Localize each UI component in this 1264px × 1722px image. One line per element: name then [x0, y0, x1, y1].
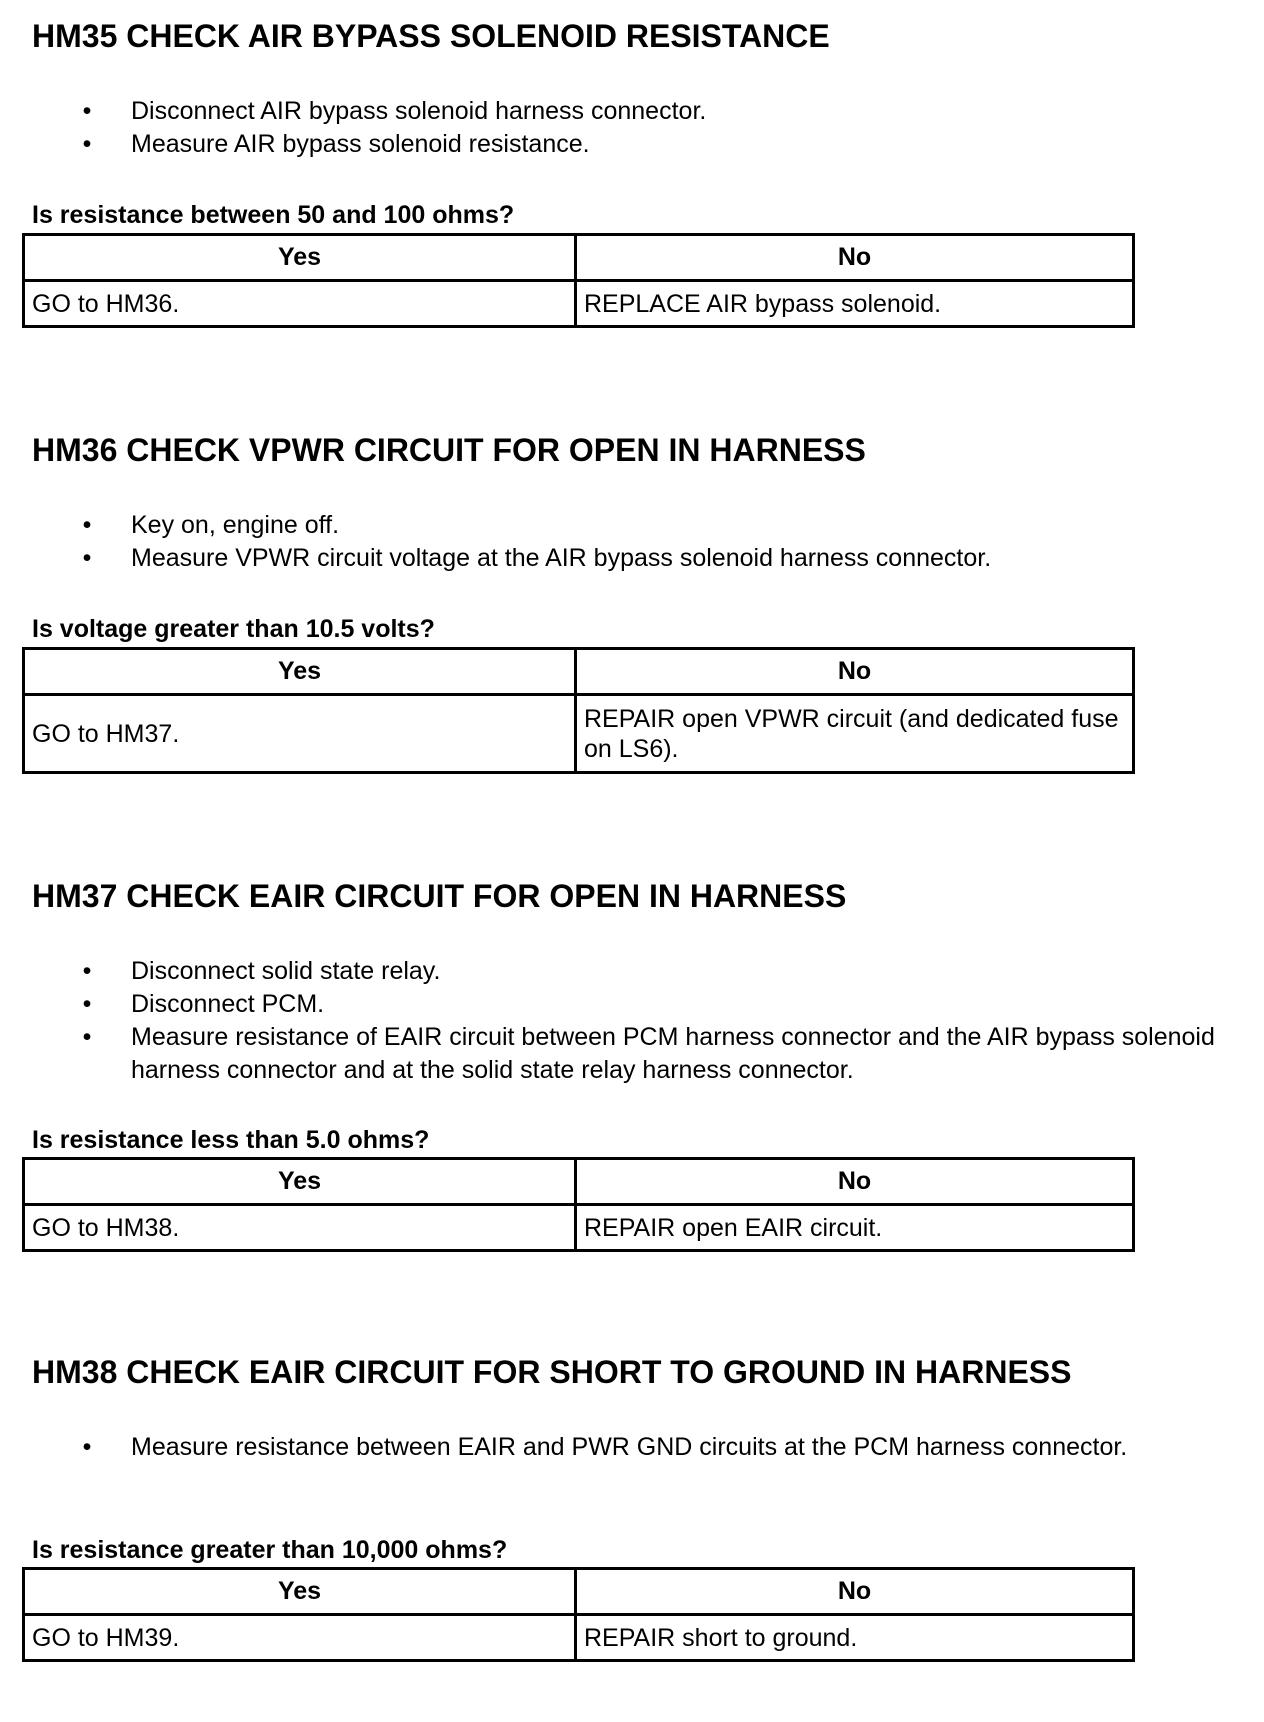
- step-list: [0, 1431, 1250, 1464]
- list-item: [0, 955, 1250, 988]
- section-title: HM35 CHECK AIR BYPASS SOLENOID RESISTANCE: [32, 18, 830, 54]
- list-item: [0, 1021, 1250, 1087]
- list-item: [0, 509, 1250, 542]
- question: Is resistance between 50 and 100 ohms?: [32, 201, 515, 229]
- decision-table: [22, 233, 1135, 328]
- yes-action: GO to HM38.: [24, 1205, 576, 1251]
- list-item: [0, 542, 1250, 575]
- bullet-icon: •: [82, 1023, 92, 1051]
- yes-header: Yes: [24, 1159, 576, 1205]
- decision-table: [22, 1567, 1135, 1662]
- section-title: HM37 CHECK EAIR CIRCUIT FOR OPEN IN HARNESS: [32, 878, 847, 914]
- section-title: HM38 CHECK EAIR CIRCUIT FOR SHORT TO GROUND IN HARNESS: [32, 1354, 1072, 1390]
- step-text: Measure resistance of EAIR circuit between PCM harness connector and the AIR bypass solenoid harness connector and at the solid state relay harness connector.: [131, 1023, 1215, 1084]
- table-header-row: [24, 235, 1134, 281]
- step-text: Key on, engine off.: [131, 511, 340, 539]
- question: Is resistance less than 5.0 ohms?: [32, 1126, 430, 1154]
- step-list: [0, 955, 1250, 1087]
- step-text: Disconnect PCM.: [131, 990, 325, 1018]
- step-list: [0, 509, 1250, 575]
- no-action: REPAIR open EAIR circuit.: [576, 1205, 1134, 1251]
- step-text: Measure AIR bypass solenoid resistance.: [131, 130, 590, 158]
- table-header-row: [24, 1159, 1134, 1205]
- table-row: [24, 281, 1134, 327]
- question: Is resistance greater than 10,000 ohms?: [32, 1536, 508, 1564]
- no-header: No: [576, 1569, 1134, 1615]
- no-header: No: [576, 235, 1134, 281]
- table-header-row: [24, 649, 1134, 695]
- yes-header: Yes: [24, 649, 576, 695]
- decision-table: [22, 1157, 1135, 1252]
- question: Is voltage greater than 10.5 volts?: [32, 615, 435, 643]
- step-text: Disconnect AIR bypass solenoid harness connector.: [131, 97, 707, 125]
- list-item: [0, 1431, 1250, 1464]
- table-header-row: [24, 1569, 1134, 1615]
- no-action: REPLACE AIR bypass solenoid.: [576, 281, 1134, 327]
- list-item: [0, 988, 1250, 1021]
- table-row: [24, 1205, 1134, 1251]
- table-row: [24, 695, 1134, 773]
- yes-action: GO to HM39.: [24, 1615, 576, 1661]
- step-text: Measure VPWR circuit voltage at the AIR bypass solenoid harness connector.: [131, 544, 992, 572]
- decision-table: [22, 647, 1135, 774]
- yes-header: Yes: [24, 1569, 576, 1615]
- step-text: Measure resistance between EAIR and PWR GND circuits at the PCM harness connector.: [131, 1433, 1128, 1461]
- bullet-icon: •: [82, 990, 92, 1018]
- no-action: REPAIR short to ground.: [576, 1615, 1134, 1661]
- yes-action: GO to HM37.: [24, 695, 576, 773]
- section-title: HM36 CHECK VPWR CIRCUIT FOR OPEN IN HARNESS: [32, 432, 866, 468]
- no-header: No: [576, 649, 1134, 695]
- bullet-icon: •: [82, 130, 92, 158]
- step-list: [0, 95, 1250, 161]
- bullet-icon: •: [82, 511, 92, 539]
- bullet-icon: •: [82, 544, 92, 572]
- yes-header: Yes: [24, 235, 576, 281]
- no-action: REPAIR open VPWR circuit (and dedicated fuse on LS6).: [576, 695, 1134, 773]
- step-text: Disconnect solid state relay.: [131, 957, 441, 985]
- yes-action: GO to HM36.: [24, 281, 576, 327]
- list-item: [0, 95, 1250, 128]
- bullet-icon: •: [82, 957, 92, 985]
- no-header: No: [576, 1159, 1134, 1205]
- bullet-icon: •: [82, 1433, 92, 1461]
- table-row: [24, 1615, 1134, 1661]
- list-item: [0, 128, 1250, 161]
- bullet-icon: •: [82, 97, 92, 125]
